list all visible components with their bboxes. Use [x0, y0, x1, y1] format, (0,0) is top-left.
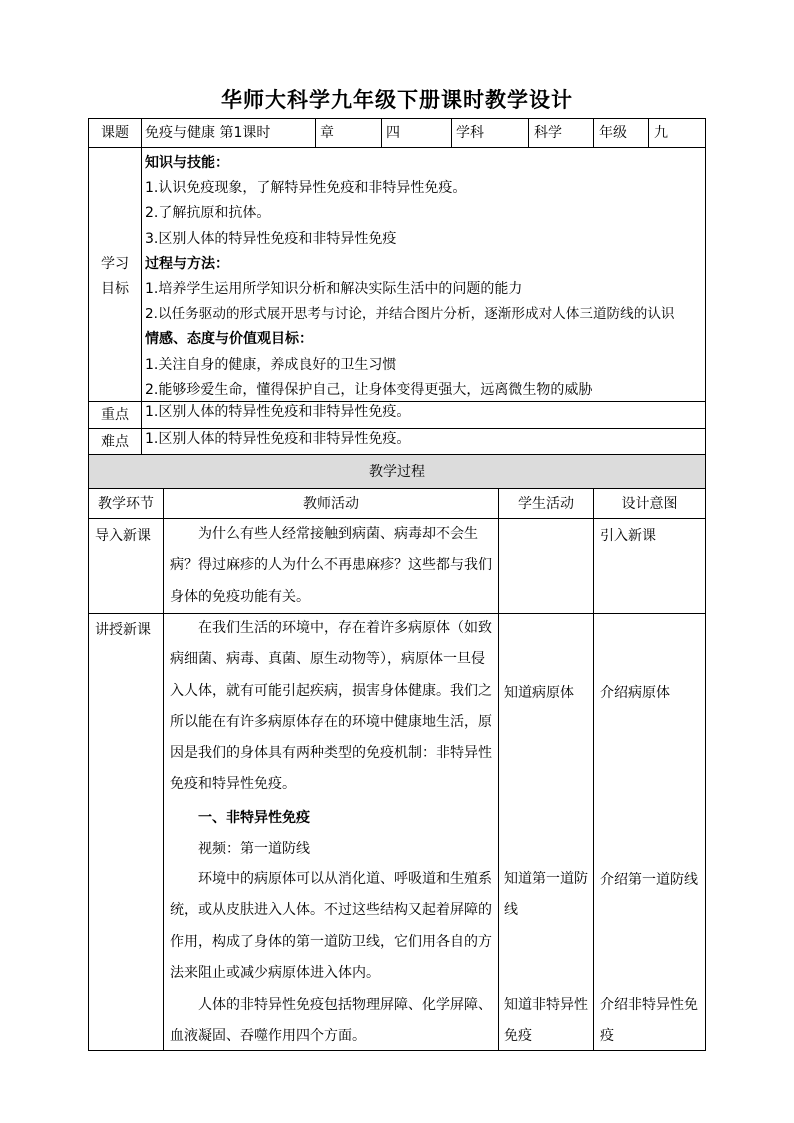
objective-item: 1.关注自身的健康，养成良好的卫生习惯	[145, 357, 397, 373]
process-title: 教学过程	[369, 464, 425, 480]
intent-first-line: 介绍第一道防线	[600, 872, 698, 888]
student-activity-nonspecific: 知道非特异性免疫	[504, 997, 588, 1045]
difficult-point-label: 难点	[101, 434, 129, 450]
objective-item: 2.能够珍爱生命，懂得保护自己，让身体变得更强大，远离微生物的威胁	[145, 382, 593, 398]
column-header-intent: 设计意图	[621, 496, 678, 512]
grade-label: 年级	[599, 125, 627, 141]
objective-heading-attitude: 情感、态度与价值观目标：	[145, 331, 313, 347]
objective-heading-process: 过程与方法：	[145, 256, 229, 272]
teacher-activity-nonspecific: 人体的非特异性免疫包括物理屏障、化学屏障、血液凝固、吞噬作用四个方面。	[170, 997, 492, 1045]
intent-pathogen: 介绍病原体	[600, 685, 670, 701]
column-header-teacher: 教师活动	[303, 496, 359, 512]
column-header-stage: 教学环节	[98, 496, 154, 512]
document-title: 华师大科学九年级下册课时教学设计	[221, 88, 573, 112]
key-point-label: 重点	[101, 407, 129, 423]
intent-nonspecific: 介绍非特异性免疫	[600, 997, 698, 1045]
grade-value: 九	[654, 125, 668, 141]
subject-value: 科学	[534, 125, 562, 141]
objective-item: 3.区别人体的特异性免疫和非特异性免疫	[145, 231, 397, 247]
student-activity-first-line: 知道第一道防线	[504, 871, 588, 919]
teacher-activity-first-line: 环境中的病原体可以从消化道、呼吸道和生殖系统，或从皮肤进入人体。不过这些结构又起着屏障的作用，构成了身体的第一道防卫线，它们用各自的方法来阻止或减少病原体进入体内。	[170, 871, 492, 981]
chapter-label: 章	[320, 125, 334, 141]
topic-label: 课题	[101, 125, 129, 141]
objectives-label-line2: 目标	[101, 281, 129, 297]
objective-item: 2.了解抗原和抗体。	[145, 205, 271, 221]
objective-item: 1.培养学生运用所学知识分析和解决实际生活中的问题的能力	[145, 281, 523, 297]
objective-heading-knowledge: 知识与技能：	[145, 155, 229, 171]
topic-value: 免疫与健康 第1课时	[145, 125, 271, 141]
intent-intro: 引入新课	[600, 528, 656, 544]
teacher-activity-intro: 为什么有些人经常接触到病菌、病毒却不会生病？得过麻疹的人为什么不再患麻疹？这些都与我们身体的免疫功能有关。	[170, 526, 492, 605]
column-header-student: 学生活动	[518, 496, 574, 512]
stage-lesson: 讲授新课	[95, 622, 151, 638]
chapter-value: 四	[386, 125, 400, 141]
subject-label: 学科	[456, 125, 484, 141]
teacher-activity-intro-paragraph: 在我们生活的环境中，存在着许多病原体（如致病细菌、病毒、真菌、原生动物等），病原体一旦侵入人体，就有可能引起疾病，损害身体健康。我们之所以能在有许多病原体存在的环境中健康地生活，原因是我们的身体具有两种类型的免疫机制：非特异性免疫和特异性免疫。	[170, 620, 492, 793]
difficult-point-text: 1.区别人体的特异性免疫和非特异性免疫。	[145, 431, 411, 447]
objective-item: 1.认识免疫现象，了解特异性免疫和非特异性免疫。	[145, 180, 467, 196]
key-point-text: 1.区别人体的特异性免疫和非特异性免疫。	[145, 404, 411, 420]
student-activity-pathogen: 知道病原体	[504, 685, 574, 701]
video-label: 视频：第一道防线	[198, 841, 310, 857]
objective-item: 2.以任务驱动的形式展开思考与讨论，并结合图片分析，逐渐形成对人体三道防线的认识	[145, 306, 675, 322]
stage-intro: 导入新课	[95, 528, 151, 544]
objectives-label-line1: 学习	[101, 256, 129, 272]
section-heading-nonspecific: 一、非特异性免疫	[198, 810, 310, 826]
